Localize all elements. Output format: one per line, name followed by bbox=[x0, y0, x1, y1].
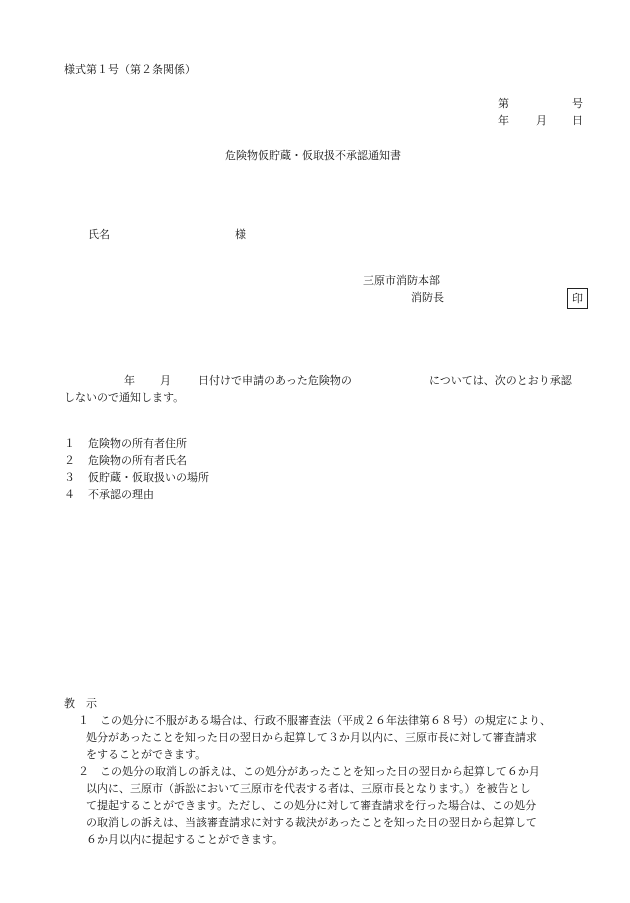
sender-position: 消防長 bbox=[411, 291, 444, 304]
instruction-line: の取消しの訴えは、当該審査請求に対する裁決があったことを知った日の翌日から起算して bbox=[86, 816, 537, 829]
list-item-number: １ bbox=[64, 437, 75, 450]
date-year-label: 年 bbox=[498, 114, 509, 127]
seal-stamp: 印 bbox=[567, 288, 588, 309]
instruction-line: ６か月以内に提起することができます。 bbox=[86, 833, 284, 846]
instruction-line: て提起することができます。ただし、この処分に対して審査請求を行った場合は、この処分 bbox=[86, 799, 537, 812]
instruction-item bbox=[64, 763, 588, 848]
instruction-item-number: ２ bbox=[78, 765, 89, 778]
sender-organization: 三原市消防本部 bbox=[363, 274, 440, 287]
body-text-part1: 日付けで申請のあった危険物の bbox=[198, 374, 352, 387]
body-year-label: 年 bbox=[124, 374, 135, 387]
instruction-line: この処分に不服がある場合は、行政不服審査法（平成２６年法律第６８号）の規定により、 bbox=[100, 714, 551, 727]
date-month-label: 月 bbox=[536, 114, 547, 127]
instruction-section bbox=[64, 695, 588, 848]
doc-number-dai: 第 bbox=[498, 97, 509, 110]
instruction-line: 以内に、三原市（訴訟において三原市を代表する者は、三原市長となります。）を被告とし bbox=[86, 782, 531, 795]
instruction-line: この処分の取消しの訴えは、この処分があったことを知った日の翌日から起算して６か月 bbox=[100, 765, 540, 778]
doc-number-go: 号 bbox=[572, 97, 583, 110]
form-number: 様式第１号（第２条関係） bbox=[64, 63, 196, 76]
list-item-text: 危険物の所有者氏名 bbox=[88, 454, 187, 467]
instruction-heading: 教 示 bbox=[64, 697, 97, 710]
list-item-number: ４ bbox=[64, 488, 75, 501]
body-text-line2: しないので通知します。 bbox=[64, 391, 185, 404]
body-text-part2: については、次のとおり承認 bbox=[429, 374, 572, 387]
instruction-item bbox=[64, 712, 588, 763]
notice-body bbox=[64, 372, 588, 406]
body-month-label: 月 bbox=[160, 374, 171, 387]
instruction-item-number: １ bbox=[78, 714, 89, 727]
list-item-text: 危険物の所有者住所 bbox=[88, 437, 187, 450]
instruction-line: をすることができます。 bbox=[86, 748, 207, 761]
document-title: 危険物仮貯蔵・仮取扱不承認通知書 bbox=[225, 149, 401, 162]
list-item-number: ２ bbox=[64, 454, 75, 467]
instruction-line: 処分があったことを知った日の翌日から起算して３か月以内に、三原市長に対して審査請求 bbox=[86, 731, 537, 744]
date-day-label: 日 bbox=[572, 114, 583, 127]
addressee-honorific: 様 bbox=[235, 228, 246, 241]
notice-body-line-1 bbox=[64, 372, 588, 389]
list-item-number: ３ bbox=[64, 471, 75, 484]
notice-body-line-2 bbox=[64, 389, 588, 406]
addressee-name-label: 氏名 bbox=[88, 228, 110, 241]
list-item-text: 不承認の理由 bbox=[88, 488, 154, 501]
list-item-text: 仮貯蔵・仮取扱いの場所 bbox=[88, 471, 209, 484]
